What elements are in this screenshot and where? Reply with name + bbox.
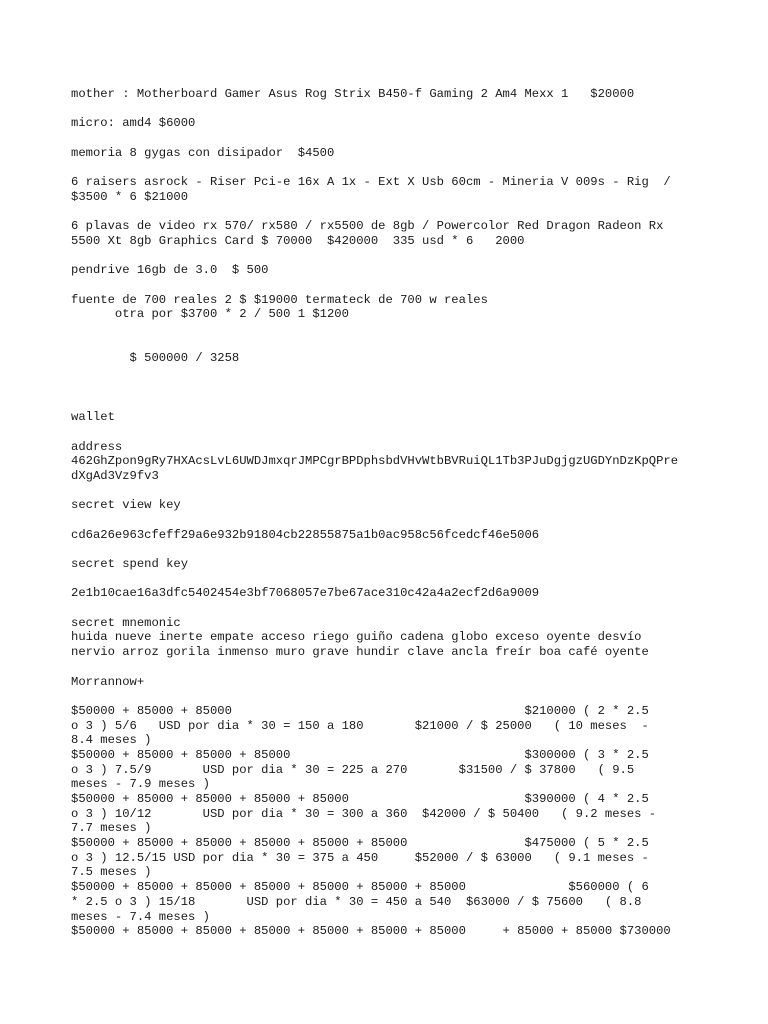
text-line: * 2.5 o 3 ) 15/18 USD por dia * 30 = 450 a 540 $63000 / $ 75600 ( 8.8 [71, 894, 642, 909]
text-line: $3500 * 6 $21000 [71, 189, 189, 204]
text-line: 6 raisers asrock - Riser Pci-e 16x A 1x - Ext X Usb 60cm - Mineria V 009s - Rig / [71, 175, 671, 190]
text-line: $50000 + 85000 + 85000 + 85000 + 85000 + 85000 + 85000 $560000 ( 6 [71, 880, 649, 895]
text-line: o 3 ) 12.5/15 USD por dia * 30 = 375 a 450 $52000 / $ 63000 ( 9.1 meses - [71, 850, 649, 865]
text-line: o 3 ) 10/12 USD por dia * 30 = 300 a 360 $42000 / $ 50400 ( 9.2 meses - [71, 806, 657, 821]
text-line: fuente de 700 reales 2 $ $19000 termateck de 700 w reales [71, 292, 488, 307]
text-line: memoria 8 gygas con disipador $4500 [71, 145, 335, 160]
blank-line [71, 322, 711, 337]
text-line: dXgAd3Vz9fv3 [71, 468, 159, 483]
blank-line [71, 660, 711, 675]
text-line: 6 plavas de video rx 570/ rx580 / rx5500 de 8gb / Powercolor Red Dragon Radeon Rx [71, 219, 664, 234]
text-line: huida nueve inerte empate acceso riego guiño cadena globo exceso oyente desvío [71, 630, 642, 645]
text-line: cd6a26e963cfeff29a6e932b91804cb22855875a1b0ac958c56fcedcf46e5006 [71, 527, 540, 542]
text-line: meses - 7.4 meses ) [71, 909, 210, 924]
text-line: secret mnemonic [71, 615, 181, 630]
blank-line [71, 395, 711, 410]
blank-line [71, 601, 711, 616]
text-line: otra por $3700 * 2 / 500 1 $1200 [71, 307, 349, 322]
blank-line [71, 425, 711, 440]
blank-line [71, 689, 711, 704]
blank-line [71, 513, 711, 528]
text-line: micro: amd4 $6000 [71, 116, 196, 131]
text-line: $50000 + 85000 + 85000 $210000 ( 2 * 2.5 [71, 703, 649, 718]
blank-line [71, 249, 711, 264]
blank-line [71, 102, 711, 117]
blank-line [71, 484, 711, 499]
text-line: mother : Motherboard Gamer Asus Rog Strix B450-f Gaming 2 Am4 Mexx 1 $20000 [71, 87, 635, 101]
text-line: Morrannow+ [71, 674, 145, 689]
text-line: o 3 ) 7.5/9 USD por dia * 30 = 225 a 270 $31500 / $ 37800 ( 9.5 [71, 762, 635, 777]
blank-line [71, 205, 711, 220]
blank-line [71, 278, 711, 293]
text-line: 7.7 meses ) [71, 821, 152, 836]
blank-line [71, 131, 711, 146]
text-line: pendrive 16gb de 3.0 $ 500 [71, 263, 269, 278]
text-line: address [71, 439, 123, 454]
text-line: 8.4 meses ) [71, 733, 152, 748]
document-page [71, 87, 711, 939]
blank-line [71, 160, 711, 175]
text-line: 2e1b10cae16a3dfc5402454e3bf7068057e7be67ace310c42a4a2ecf2d6a9009 [71, 586, 540, 601]
text-line: $50000 + 85000 + 85000 + 85000 + 85000 + 85000 + 85000 + 85000 + 85000 $730000 [71, 924, 671, 939]
blank-line [71, 381, 711, 396]
text-line: $50000 + 85000 + 85000 + 85000 + 85000 + 85000 $475000 ( 5 * 2.5 [71, 836, 649, 851]
blank-line [71, 366, 711, 381]
blank-line [71, 572, 711, 587]
text-line: secret spend key [71, 557, 189, 571]
text-line: $ 500000 / 3258 [71, 351, 240, 366]
text-line: 462GhZpon9gRy7HXAcsLvL6UWDJmxqrJMPCgrBPDphsbdVHvWtbBVRuiQL1Tb3PJuDgjgzUGDYnDzKpQPre [71, 454, 679, 469]
text-line: wallet [71, 410, 115, 425]
text-line: meses - 7.9 meses ) [71, 777, 210, 792]
text-line: 5500 Xt 8gb Graphics Card $ 70000 $420000 335 usd * 6 2000 [71, 233, 525, 248]
text-line: $50000 + 85000 + 85000 + 85000 + 85000 $390000 ( 4 * 2.5 [71, 792, 649, 806]
text-line: $50000 + 85000 + 85000 + 85000 $300000 ( 3 * 2.5 [71, 747, 649, 762]
text-line: o 3 ) 5/6 USD por dia * 30 = 150 a 180 $21000 / $ 25000 ( 10 meses - [71, 718, 649, 733]
text-line: secret view key [71, 498, 181, 513]
blank-line [71, 337, 711, 352]
text-line: 7.5 meses ) [71, 865, 152, 880]
text-line: nervio arroz gorila inmenso muro grave hundir clave ancla freír boa café oyente [71, 645, 649, 660]
blank-line [71, 542, 711, 557]
